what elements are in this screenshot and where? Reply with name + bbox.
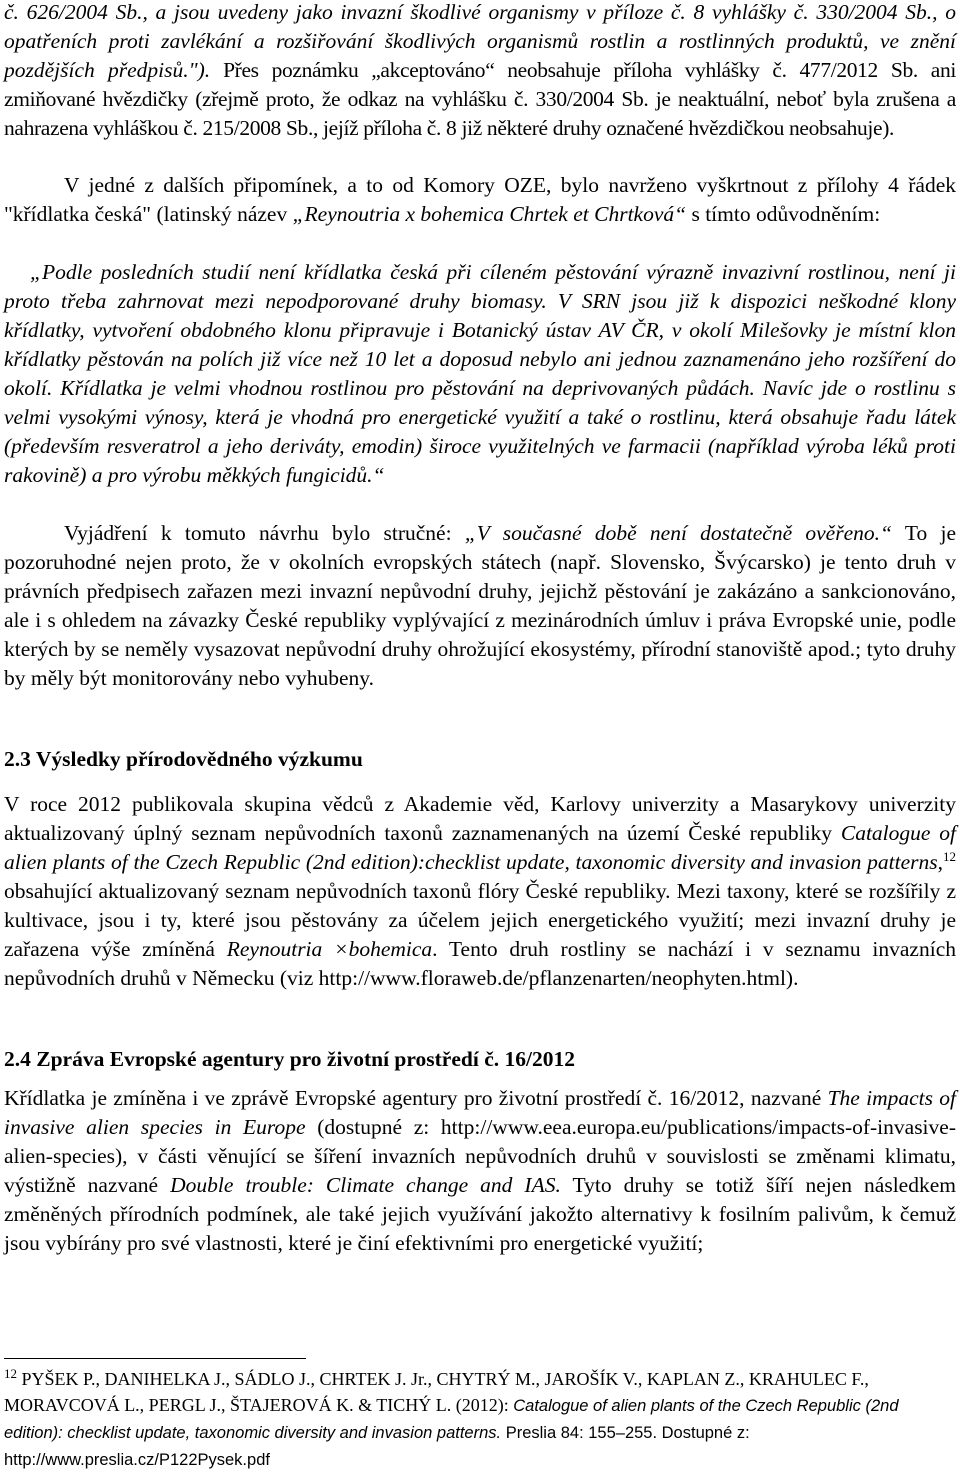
footnote-reference[interactable]: 12 [943,848,956,864]
section-heading-2-4: 2.4 Zpráva Evropské agentury pro životní prostředí č. 16/2012 [4,1047,575,1071]
research-text-middle: obsahující aktualizovaný seznam nepůvodních taxonů flóry České republiky. Mezi taxony, které se rozšířily z kultivace, jsou i ty, které jsou pěstovány za účelem jejich energetického využití; mezi invazní druhy je zařazena výše zmíněná [4,879,956,961]
paragraph-eea-report [4,1084,956,1258]
eea-text-middle: (dostupné z: http://www.eea.europa.eu/publications/impacts-of-invasive-alien-species), v části věnující se šíření invazních nepůvodních druhů v souvislosti se změnami klimatu, výstižně nazvané [4,1115,956,1197]
section-number: 2.3 [4,747,31,771]
section-title: Výsledky přírodovědného výzkumu [30,747,363,771]
annex-comment-text: Přes poznámku „akceptováno“ neobsahuje příloha vyhlášky č. 477/2012 Sb. ani zmiňované hvězdičky (zřejmě proto, že odkaz na vyhlášku č. 330/2004 Sb. je neaktuální, neboť byla zrušena a nahrazena vyhláškou č. 215/2008 Sb., jejíž příloha č. 8 již některé druhy označené hvězdičkou neobsahuje). [4,58,956,140]
proposal-text: V jedné z dalších připomínek, a to od Komory OZE, bylo navrženo vyškrtnout z přílohy 4 řádek "křídlatka česká" (latinský název [4,173,956,226]
eea-text-end: Tyto druhy se totiž šíří nejen následkem změněných přírodních podmínek, ale také jejich využívání jakožto alternativy k fosilním palivům, k čemuž jsou vybírány pro své vlastnosti, které je činí efektivními pro energetické využití; [4,1173,956,1255]
eea-text-start: Křídlatka je zmíněna i ve zprávě Evropské agentury pro životní prostředí č. 16/2012, nazvané [4,1086,828,1110]
paragraph-regulation-note [4,0,956,143]
paragraph-justification-quote: „Podle posledních studií není křídlatka česká při cíleném pěstování výrazně invazivní rostlinou, není ji proto třeba zahrnovat mezi nepodporované druhy biomasy. V SRN jsou již k dispozici neškodné klony křídlatky, vytvoření obdobného klonu připravuje i Botanický ústav AV ČR, v okolí Milešovky je místní klon křídlatky pěstován na polích již více než 10 let a doposud nebylo ani jednou zaznamenáno jeho rozšíření do okolí. Křídlatka je velmi vhodnou rostlinou pro pěstování na deprivovaných půdách. Navíc jde o rostlinu s velmi vysokými výnosy, která je vhodná pro energetické využití a také o rostlinu, která obsahuje řadu látek (především resveratrol a jeho deriváty, emodin) široce využitelných ve farmacii (například výroba léků proti rakovině) a pro výrobu měkkých fungicidů.“ [4,260,956,487]
comma: , [937,850,943,874]
justification-intro: s tímto odůvodněním: [686,202,881,226]
paragraph-komora-oze-proposal [4,171,956,229]
footnote-authors: PYŠEK P., DANIHELKA J., SÁDLO J., CHRTEK J. Jr., CHYTRÝ M., JAROŠÍK V., KAPLAN Z., KRAHULEC F., MORAVCOVÁ L., PERGL J., ŠTAJEROVÁ K. & TICHÝ L. (2012): [4,1369,869,1415]
paragraph-response [4,519,956,693]
response-commentary: To je pozoruhodné nejen proto, že v okolních evropských státech (např. Slovensko, Švýcarsko) je tento druh v právních předpisech zařazen mezi invazní nepůvodní druhy, jejichž pěstování je zakázáno a sankcionováno, ale i s ohledem na závazky České republiky vyplývající z mezinárodních úmluv i práva Evropské unie, podle kterých by se neměly vysazovat nepůvodní druhy ohrožující ekosystémy, přírodní stanoviště apod.; tyto druhy by měly být monitorovány nebo vyhubeny. [4,521,956,690]
species-name: Reynoutria ×bohemica [226,937,433,961]
footnote-title: Catalogue of alien plants of the Czech Republic (2nd edition): checklist update, taxonomic diversity and invasion patterns. [4,1397,899,1442]
footnote-source: Preslia 84: 155–255. Dostupné z: http://www.preslia.cz/P122Pysek.pdf [4,1424,750,1469]
research-text-end: . Tento druh rostliny se nachází i v seznamu invazních nepůvodních druhů v Německu (viz http://www.floraweb.de/pflanzenarten/neophyten.html). [4,937,956,990]
report-title: The impacts of invasive alien species in Europe [4,1086,956,1139]
response-quote: „V současné době není dostatečně ověřeno.“ [464,521,892,545]
footnote-divider [4,1358,306,1359]
response-intro: Vyjádření k tomuto návrhu bylo stručné: [64,521,465,545]
quoted-regulation-text: č. 626/2004 Sb., a jsou uvedeny jako invazní škodlivé organismy v příloze č. 8 vyhlášky č. 330/2004 Sb., o opatřeních proti zavlékání a rozšiřování škodlivých organismů rostlin a rostlinných produktů, ve znění pozdějších předpisů."). [4,0,956,82]
section-heading-2-3 [4,745,363,774]
catalogue-title: Catalogue of alien plants of the Czech Republic (2nd edition):checklist update, taxonomic diversity and invasion patterns [4,821,956,874]
latin-name: „Reynoutria x bohemica Chrtek et Chrtková“ [292,202,687,226]
research-text-start: V roce 2012 publikovala skupina vědců z Akademie věd, Karlovy univerzity a Masarykovy univerzity aktualizovaný úplný seznam nepůvodních taxonů zaznamenaných na území České republiky [4,792,956,845]
footnote-number: 12 [4,1366,17,1381]
footnote-12 [4,1366,956,1473]
paragraph-research-results [4,790,956,993]
chapter-title: Double trouble: Climate change and IAS. [170,1173,561,1197]
